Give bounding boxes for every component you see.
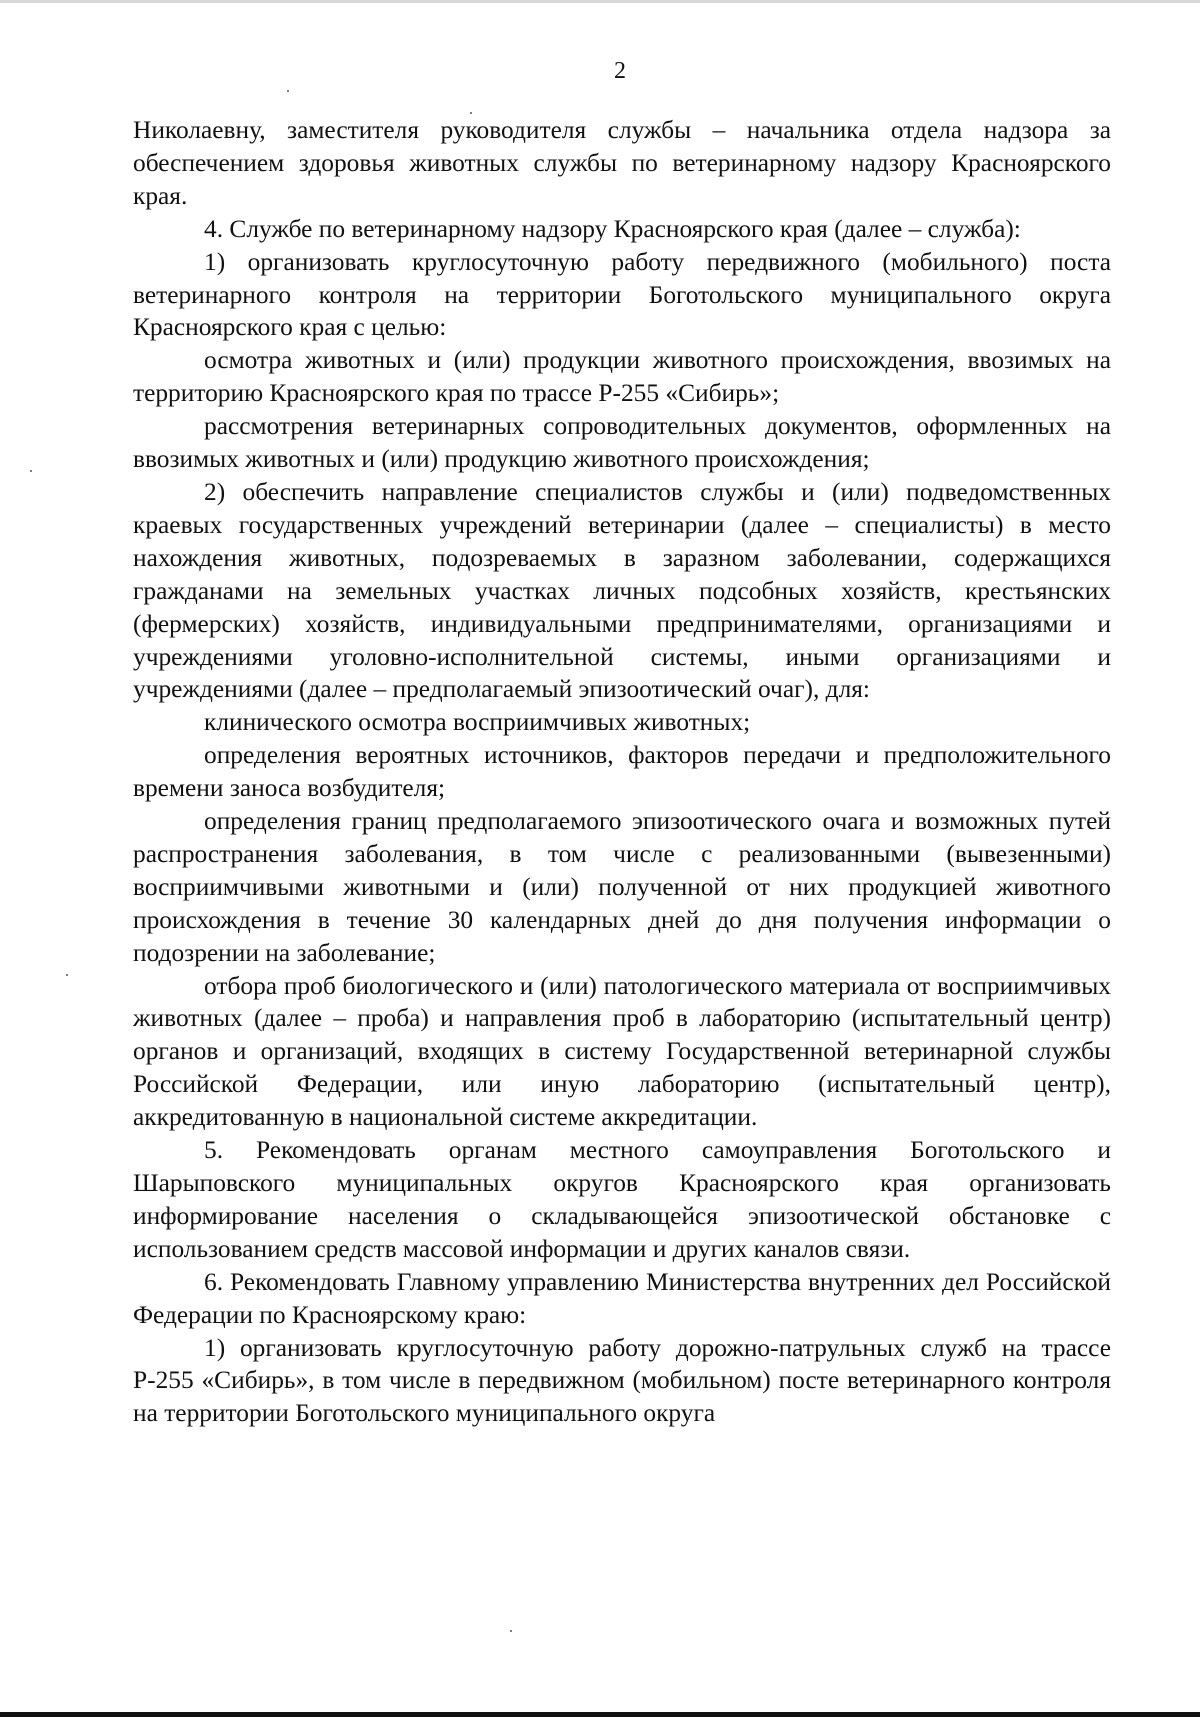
page-top-edge (0, 0, 1200, 3)
paragraph: осмотра животных и (или) продукции животного происхождения, ввозимых на территорию Красноярского края по трассе Р-255 «Сибирь»; (133, 346, 1111, 408)
paragraph: рассмотрения ветеринарных сопроводительных документов, оформленных на ввозимых животных и (или) продукцию животного происхождения; (133, 412, 1111, 474)
paragraph: клинического осмотра восприимчивых животных; (204, 708, 751, 737)
page-bottom-edge (0, 1712, 1200, 1717)
paragraph: 4. Службе по ветеринарному надзору Красноярского края (далее – служба): (204, 214, 1021, 243)
paragraph: 5. Рекомендовать органам местного самоуправления Боготольского и Шарыповского муниципальных округов Красноярского края организовать информирование населения о складывающейся эпизоотической обстановке с использованием средств массовой информации и других каналов связи. (133, 1136, 1111, 1263)
paragraph: Николаевну, заместителя руководителя службы – начальника отдела надзора за обеспечением здоровья животных службы по ветеринарному надзору Красноярского края. (133, 116, 1111, 210)
paragraph: отбора проб биологического и (или) патологического материала от восприимчивых животных (далее – проба) и направления проб в лабораторию (испытательный центр) органов и организаций, входящих в систему Государственной ветеринарной службы Российской Федерации, или иную лабораторию (испытательный центр), аккредитованную в национальной системе аккредитации. (133, 971, 1111, 1132)
scan-speck (287, 90, 289, 92)
page-number: 2 (614, 58, 626, 84)
paragraph: 1) организовать круглосуточную работу дорожно-патрульных служб на трассе Р-255 «Сибирь», в том числе в передвижном (мобильном) посте ветеринарного контроля на территории Боготольского муниципального округа (133, 1333, 1111, 1428)
paragraph: определения границ предполагаемого эпизоотического очага и возможных путей распространения заболевания, в том числе с реализованными (вывезенными) восприимчивыми животными и (или) полученной от них продукцией животного происхождения в течение 30 календарных дней до дня получения информации о подозрении на заболевание; (133, 807, 1111, 967)
scan-speck (510, 1630, 512, 1632)
paragraph: 1) организовать круглосуточную работу передвижного (мобильного) поста ветеринарного контроля на территории Боготольского муниципального округа Красноярского края с целью: (133, 247, 1111, 342)
paragraph: 6. Рекомендовать Главному управлению Министерства внутренних дел Российской Федерации по Красноярскому краю: (133, 1267, 1111, 1329)
paragraph: определения вероятных источников, факторов передачи и предположительного времени заноса возбудителя; (133, 741, 1111, 803)
scan-speck (66, 974, 68, 976)
scan-speck (30, 470, 32, 472)
scan-speck (470, 112, 472, 114)
document-body (133, 114, 1111, 1430)
paragraph: 2) обеспечить направление специалистов службы и (или) подведомственных краевых государственных учреждений ветеринарии (далее – специалисты) в место нахождения животных, подозреваемых в заразном заболевании, содержащихся гражданами на земельных участках личных подсобных хозяйств, крестьянских (фермерских) хозяйств, индивидуальными предпринимателями, организациями и учреждениями уголовно-исполнительной системы, иными организациями и учреждениями (далее – предполагаемый эпизоотический очаг), для: (133, 477, 1111, 704)
